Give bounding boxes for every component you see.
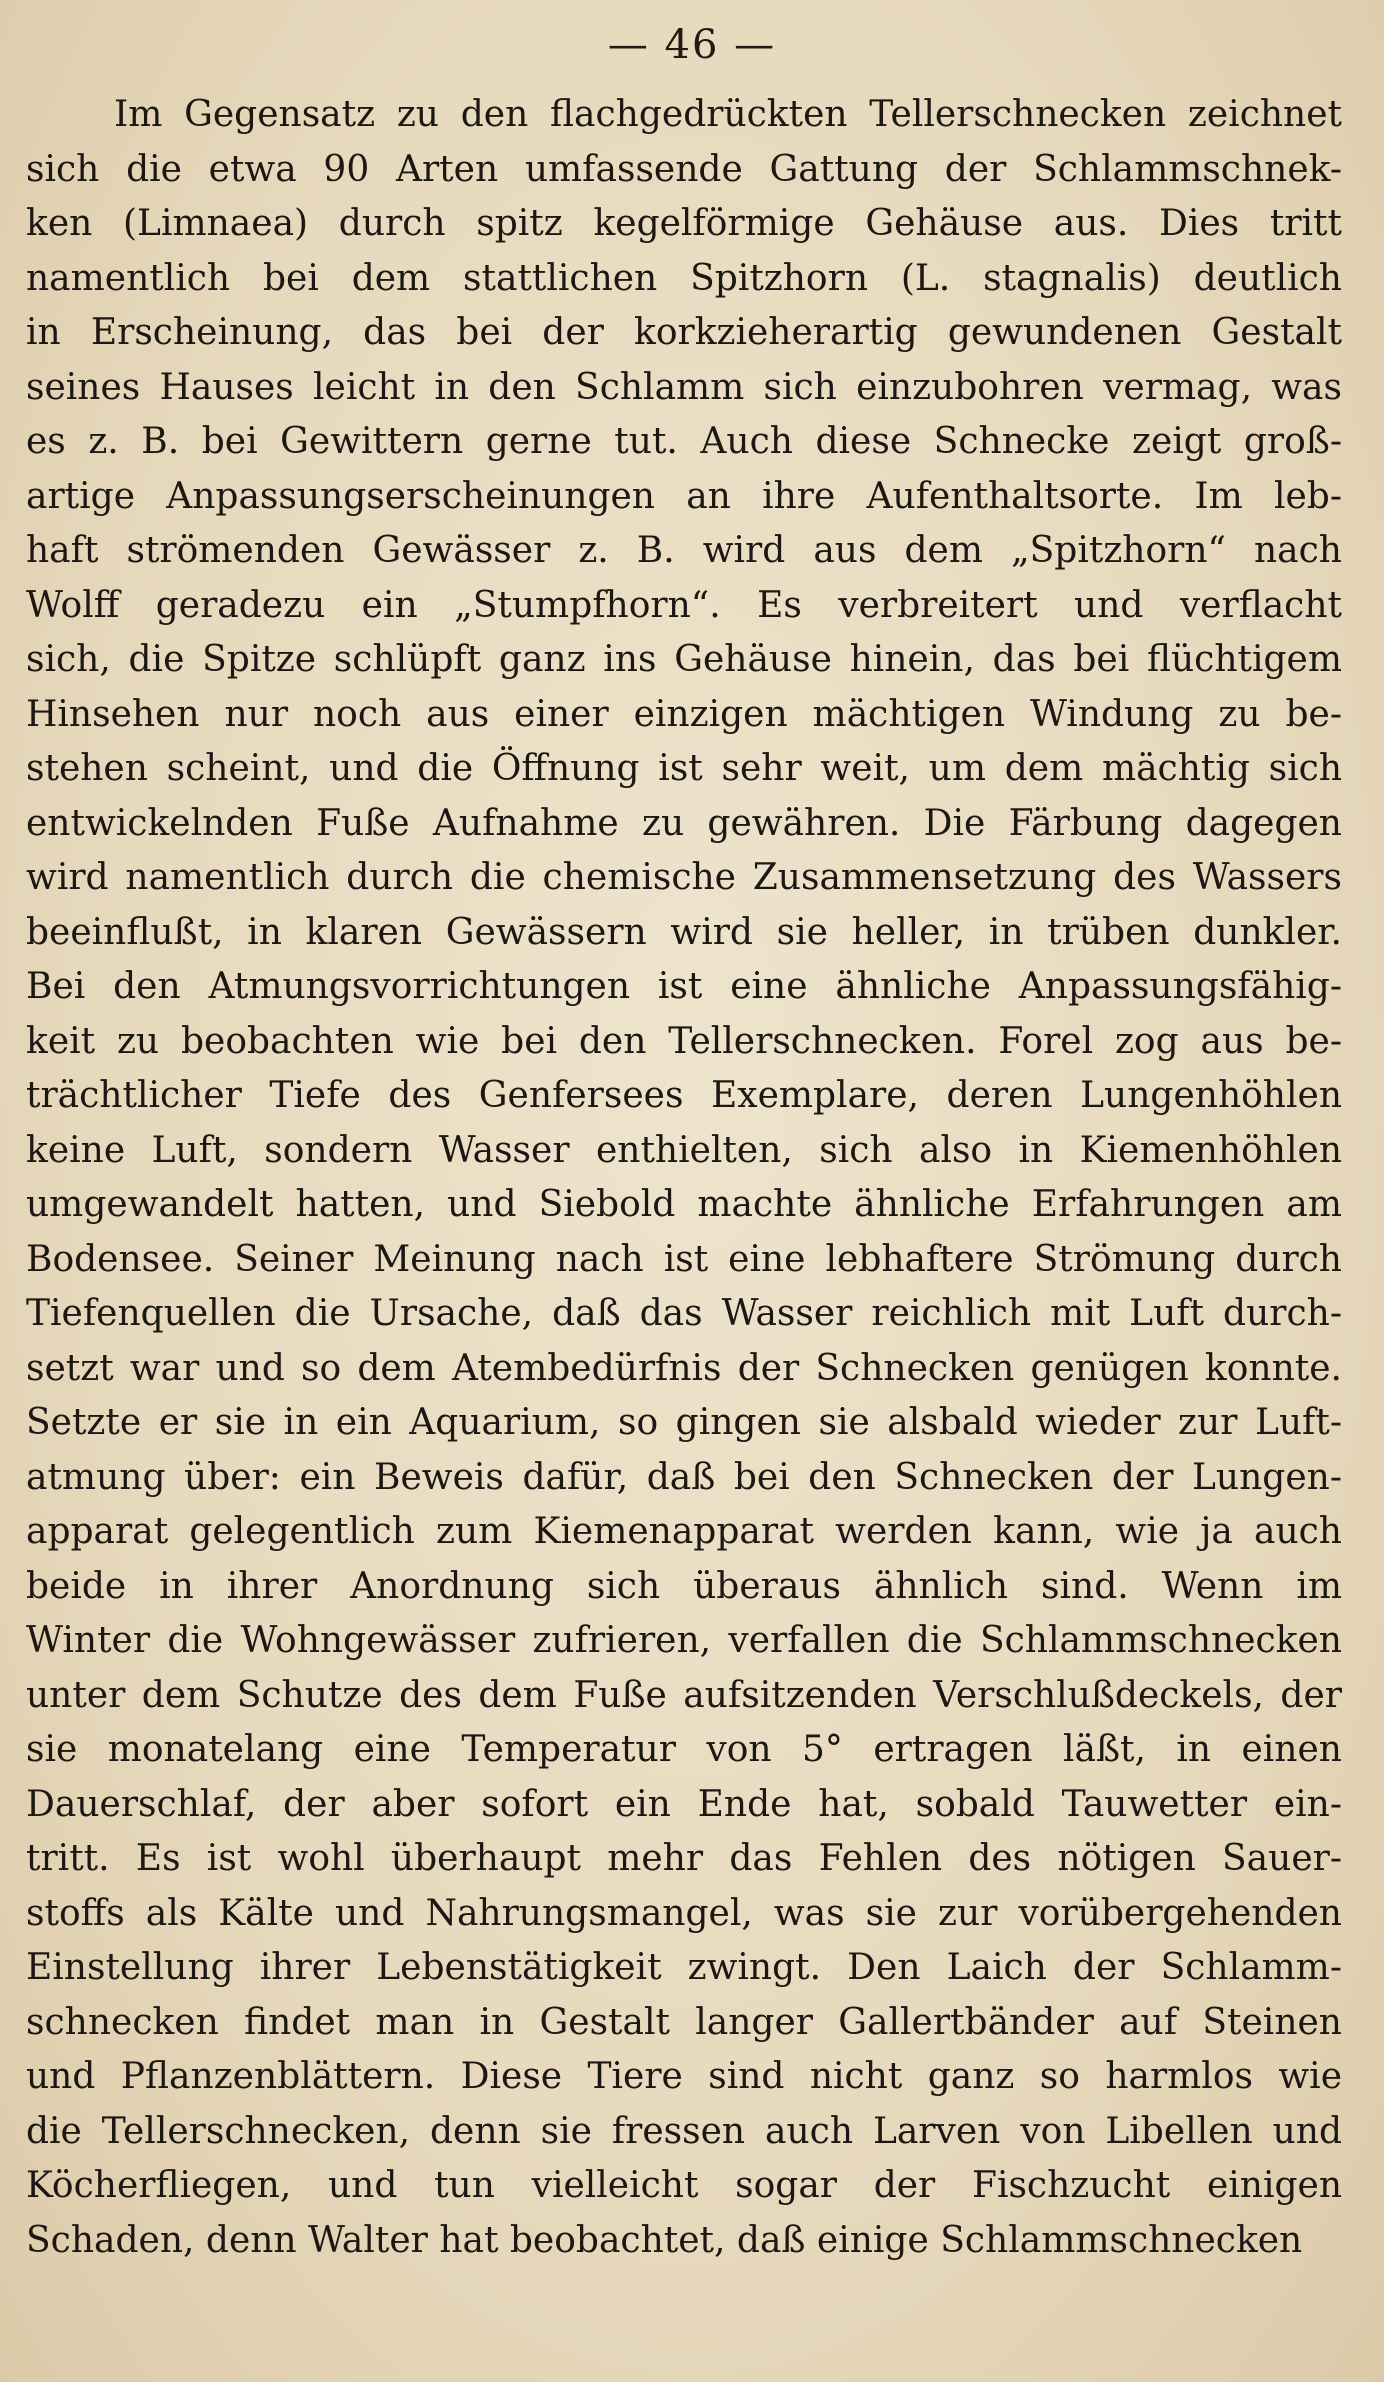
text-line: die Tellerschnecken, denn sie fressen auch Larven von Libellen und [26,2110,1342,2152]
text-line: sie monatelang eine Temperatur von 5° ertragen läßt, in einen [26,1729,1342,1770]
text-line: beeinflußt, in klaren Gewässern wird sie heller, in trüben dunkler. [26,911,1342,953]
text-line: Dauerschlaf, der aber sofort ein Ende hat, sobald Tauwetter ein- [26,1783,1342,1825]
text-line: seines Hauses leicht in den Schlamm sich einzubohren vermag, was [26,366,1342,408]
text-line: umgewandelt hatten, und Siebold machte ähnliche Erfahrungen am [26,1184,1342,1225]
text-line: wird namentlich durch die chemische Zusammensetzung des Wassers [26,857,1342,898]
text-line: entwickelnden Fuße Aufnahme zu gewähren. Die Färbung dagegen [26,802,1342,844]
text-line: ken (Limnaea) durch spitz kegelförmige Gehäuse aus. Dies tritt [26,203,1342,244]
text-line: namentlich bei dem stattlichen Spitzhorn (L. stagnalis) deutlich [26,257,1342,299]
text-line: und Pflanzenblättern. Diese Tiere sind nicht ganz so harmlos wie [26,2056,1342,2097]
text-line: setzt war und so dem Atembedürfnis der Schnecken genügen konnte. [26,1347,1342,1389]
text-line: Schaden, denn Walter hat beobachtet, daß einige Schlammschnecken [26,2219,1303,2261]
text-line: Winter die Wohngewässer zufrieren, verfallen die Schlammschnecken [26,1620,1342,1661]
text-line: Bei den Atmungsvorrichtungen ist eine ähnliche Anpassungsfähig- [26,966,1342,1007]
text-line: sich die etwa 90 Arten umfassende Gattung der Schlammschnek- [26,148,1342,190]
text-line: atmung über: ein Beweis dafür, daß bei den Schnecken der Lungen- [26,1456,1342,1498]
text-line: Setzte er sie in ein Aquarium, so gingen sie alsbald wieder zur Luft- [26,1402,1342,1443]
text-line: Bodensee. Seiner Meinung nach ist eine lebhaftere Strömung durch [26,1238,1342,1280]
text-line: Hinsehen nur noch aus einer einzigen mächtigen Windung zu be- [26,693,1342,735]
text-line: trächtlicher Tiefe des Genfersees Exemplare, deren Lungenhöhlen [26,1075,1342,1116]
text-line: schnecken findet man in Gestalt langer Gallertbänder auf Steinen [26,2001,1342,2043]
text-line: apparat gelegentlich zum Kiemenapparat werden kann, wie ja auch [26,1511,1342,1552]
text-line: in Erscheinung, das bei der korkzieherartig gewundenen Gestalt [26,312,1342,353]
text-line: tritt. Es ist wohl überhaupt mehr das Fehlen des nötigen Sauer- [26,1838,1342,1879]
text-line: Tiefenquellen die Ursache, daß das Wasser reichlich mit Luft durch- [26,1293,1342,1334]
text-line: Im Gegensatz zu den flachgedrückten Tellerschnecken zeichnet [114,94,1342,135]
text-line: es z. B. bei Gewittern gerne tut. Auch diese Schnecke zeigt groß- [26,421,1342,462]
text-line: Einstellung ihrer Lebenstätigkeit zwingt. Den Laich der Schlamm- [26,1947,1342,1988]
text-line: keit zu beobachten wie bei den Tellerschnecken. Forel zog aus be- [26,1020,1342,1062]
body-text [26,88,1342,2268]
text-line: haft strömenden Gewässer z. B. wird aus dem „Spitzhorn“ nach [26,530,1342,571]
text-line: artige Anpassungserscheinungen an ihre Aufenthaltsorte. Im leb- [26,475,1342,517]
text-line: beide in ihrer Anordnung sich überaus ähnlich sind. Wenn im [26,1565,1342,1607]
text-line: Wolff geradezu ein „Stumpfhorn“. Es verbreitert und verflacht [26,584,1342,626]
text-line: unter dem Schutze des dem Fuße aufsitzenden Verschlußdeckels, der [26,1674,1342,1716]
page-number: — 46 — [607,22,777,68]
text-line: stehen scheint, und die Öffnung ist sehr weit, um dem mächtig sich [26,748,1342,789]
text-line: keine Luft, sondern Wasser enthielten, sich also in Kiemenhöhlen [26,1129,1342,1171]
text-line: stoffs als Kälte und Nahrungsmangel, was sie zur vorübergehenden [26,1892,1342,1934]
text-line: sich, die Spitze schlüpft ganz ins Gehäuse hinein, das bei flüchtigem [26,639,1342,680]
text-line: Köcherfliegen, und tun vielleicht sogar der Fischzucht einigen [26,2165,1342,2206]
